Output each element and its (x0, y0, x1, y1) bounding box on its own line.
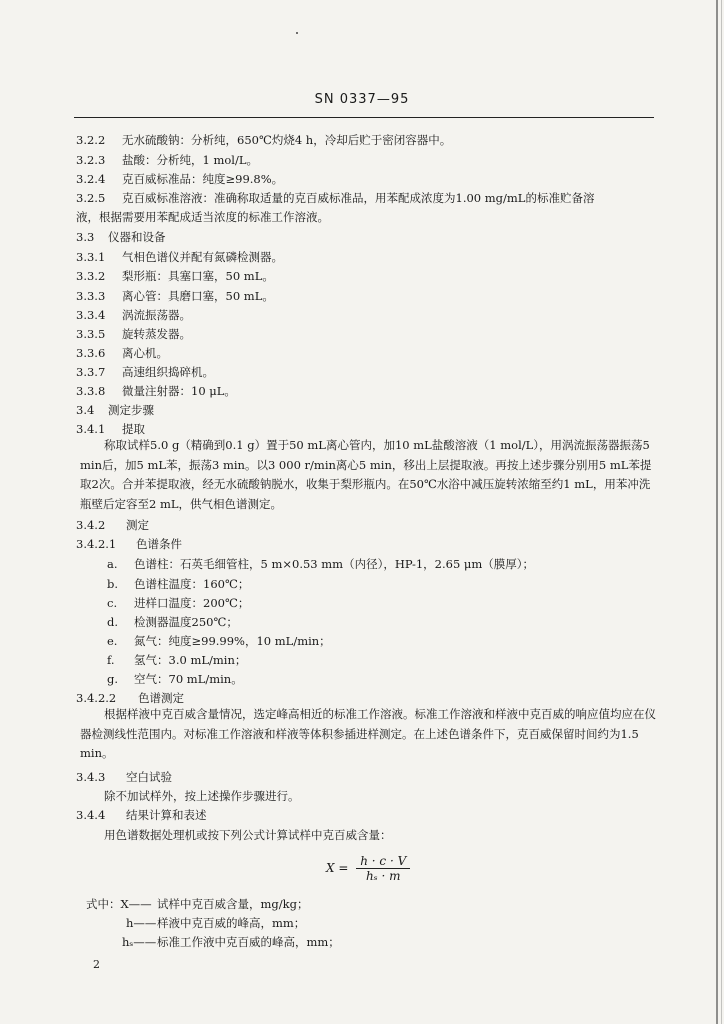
condition-letter: d. (107, 615, 119, 629)
clause-line: 3.2.2 (76, 133, 106, 147)
clause-text: 克百威标准品：纯度≥99.8%。 (122, 172, 284, 186)
condition-letter: a. (107, 557, 118, 571)
clause-line: 3.2.5 (76, 191, 106, 205)
section-title: 色谱测定 (138, 691, 184, 705)
condition-text: 进样口温度：200℃； (134, 596, 250, 610)
clause-line: 3.3.2 (76, 269, 106, 283)
clause-text: 离心机。 (122, 346, 168, 360)
condition-letter: g. (107, 672, 119, 686)
scan-edge (721, 0, 722, 1024)
header-rule (74, 117, 654, 118)
condition-letter: e. (107, 634, 118, 648)
section-number: 3.4.2 (76, 518, 106, 532)
where-symbol: 式中：X—— (86, 897, 152, 911)
condition-text: 氮气：纯度≥99.99%，10 mL/min； (134, 634, 331, 648)
page-number: 2 (93, 958, 100, 971)
condition-text: 色谱柱温度：160℃； (134, 577, 250, 591)
clause-text-cont: 液，根据需要用苯配成适当浓度的标准工作溶液。 (76, 210, 329, 224)
clause-text: 涡流振荡器。 (122, 308, 191, 322)
clause-text: 高速组织捣碎机。 (122, 365, 214, 379)
blank-text: 除不加试样外，按上述操作步骤进行。 (104, 789, 300, 803)
clause-text: 微量注射器：10 μL。 (122, 384, 236, 398)
formula-fraction (356, 854, 410, 883)
section-number: 3.4.3 (76, 770, 106, 784)
where-symbol: h—— (126, 916, 157, 930)
section-number: 3.4.4 (76, 808, 106, 822)
condition-letter: b. (107, 577, 119, 591)
clause-line: 3.3.3 (76, 289, 106, 303)
section-title: 仪器和设备 (108, 230, 166, 244)
clause-line: 3.2.4 (76, 172, 106, 186)
where-symbol: hₛ—— (122, 935, 157, 949)
section-number: 3.4.2.1 (76, 537, 117, 551)
result-text: 用色谱数据处理机或按下列公式计算试样中克百威含量： (104, 828, 392, 842)
condition-text: 空气：70 mL/min。 (134, 672, 243, 686)
clause-line: 3.3.5 (76, 327, 106, 341)
section-title: 色谱条件 (136, 537, 182, 551)
where-text: 样液中克百威的峰高，mm； (157, 916, 306, 930)
scan-edge (716, 0, 718, 1024)
condition-text: 检测器温度250℃； (134, 615, 238, 629)
clause-text: 离心管：具磨口塞，50 mL。 (122, 289, 274, 303)
section-number: 3.4 (76, 403, 95, 417)
section-title: 空白试验 (126, 770, 172, 784)
clause-text: 无水硫酸钠：分析纯，650℃灼烧4 h，冷却后贮于密闭容器中。 (122, 133, 452, 147)
condition-text: 色谱柱：石英毛细管柱，5 m×0.53 mm（内径），HP-1，2.65 μm（膜厚）； (134, 557, 535, 571)
section-title: 测定 (126, 518, 149, 532)
section-title: 结果计算和表述 (126, 808, 207, 822)
clause-text: 气相色谱仪并配有氮磷检测器。 (122, 250, 283, 264)
clause-line: 3.2.3 (76, 153, 106, 167)
clause-text: 克百威标准溶液：准确称取适量的克百威标准品，用苯配成浓度为1.00 mg/mL的标准贮备溶 (122, 191, 595, 205)
clause-text: 旋转蒸发器。 (122, 327, 191, 341)
clause-line: 3.3.1 (76, 250, 106, 264)
where-text: 试样中克百威含量，mg/kg； (157, 897, 309, 911)
clause-line: 3.3.7 (76, 365, 106, 379)
condition-letter: c. (107, 596, 118, 610)
scan-speck (296, 32, 298, 34)
extraction-paragraph: 称取试样5.0 g（精确到0.1 g）置于50 mL离心管内，加10 mL盐酸溶液（1 mol/L），用涡流振荡器振荡5 min后，加5 mL苯，振荡3 min。以3 000 r/min离心5 min，移出上层提取液。再按上述步骤分别用5 mL苯提取2次。合并苯提取液，经无水硫酸钠脱水，收集于梨形瓶内。在50℃水浴中减压旋转浓缩至约1 mL，用苯冲洗瓶壁后定容至2 mL，供气相色谱测定。 (80, 438, 652, 511)
clause-line: 3.3.8 (76, 384, 106, 398)
formula-lhs: X = (326, 861, 349, 875)
section-number: 3.4.2.2 (76, 691, 117, 705)
clause-text: 盐酸：分析纯，1 mol/L。 (122, 153, 258, 167)
section-number: 3.3 (76, 230, 95, 244)
condition-text: 氢气：3.0 mL/min； (134, 653, 247, 667)
formula-denominator: hₛ · m (365, 869, 401, 883)
chromatography-paragraph: 根据样液中克百威含量情况，选定峰高相近的标准工作溶液。标准工作溶液和样液中克百威的响应值均应在仪器检测线性范围内。对标准工作溶液和样液等体积参插进样测定。在上述色谱条件下，克百威保留时间约为1.5 min。 (80, 707, 656, 760)
section-title: 提取 (122, 422, 145, 436)
condition-letter: f. (107, 653, 115, 667)
clause-line: 3.3.6 (76, 346, 106, 360)
standard-code: SN 0337—95 (314, 92, 410, 107)
section-number: 3.4.1 (76, 422, 106, 436)
formula-numerator: h · c · V (356, 854, 410, 869)
section-title: 测定步骤 (108, 403, 154, 417)
where-text: 标准工作液中克百威的峰高，mm； (157, 935, 340, 949)
clause-text: 梨形瓶：具塞口塞，50 mL。 (122, 269, 274, 283)
clause-line: 3.3.4 (76, 308, 106, 322)
formula (326, 854, 410, 883)
